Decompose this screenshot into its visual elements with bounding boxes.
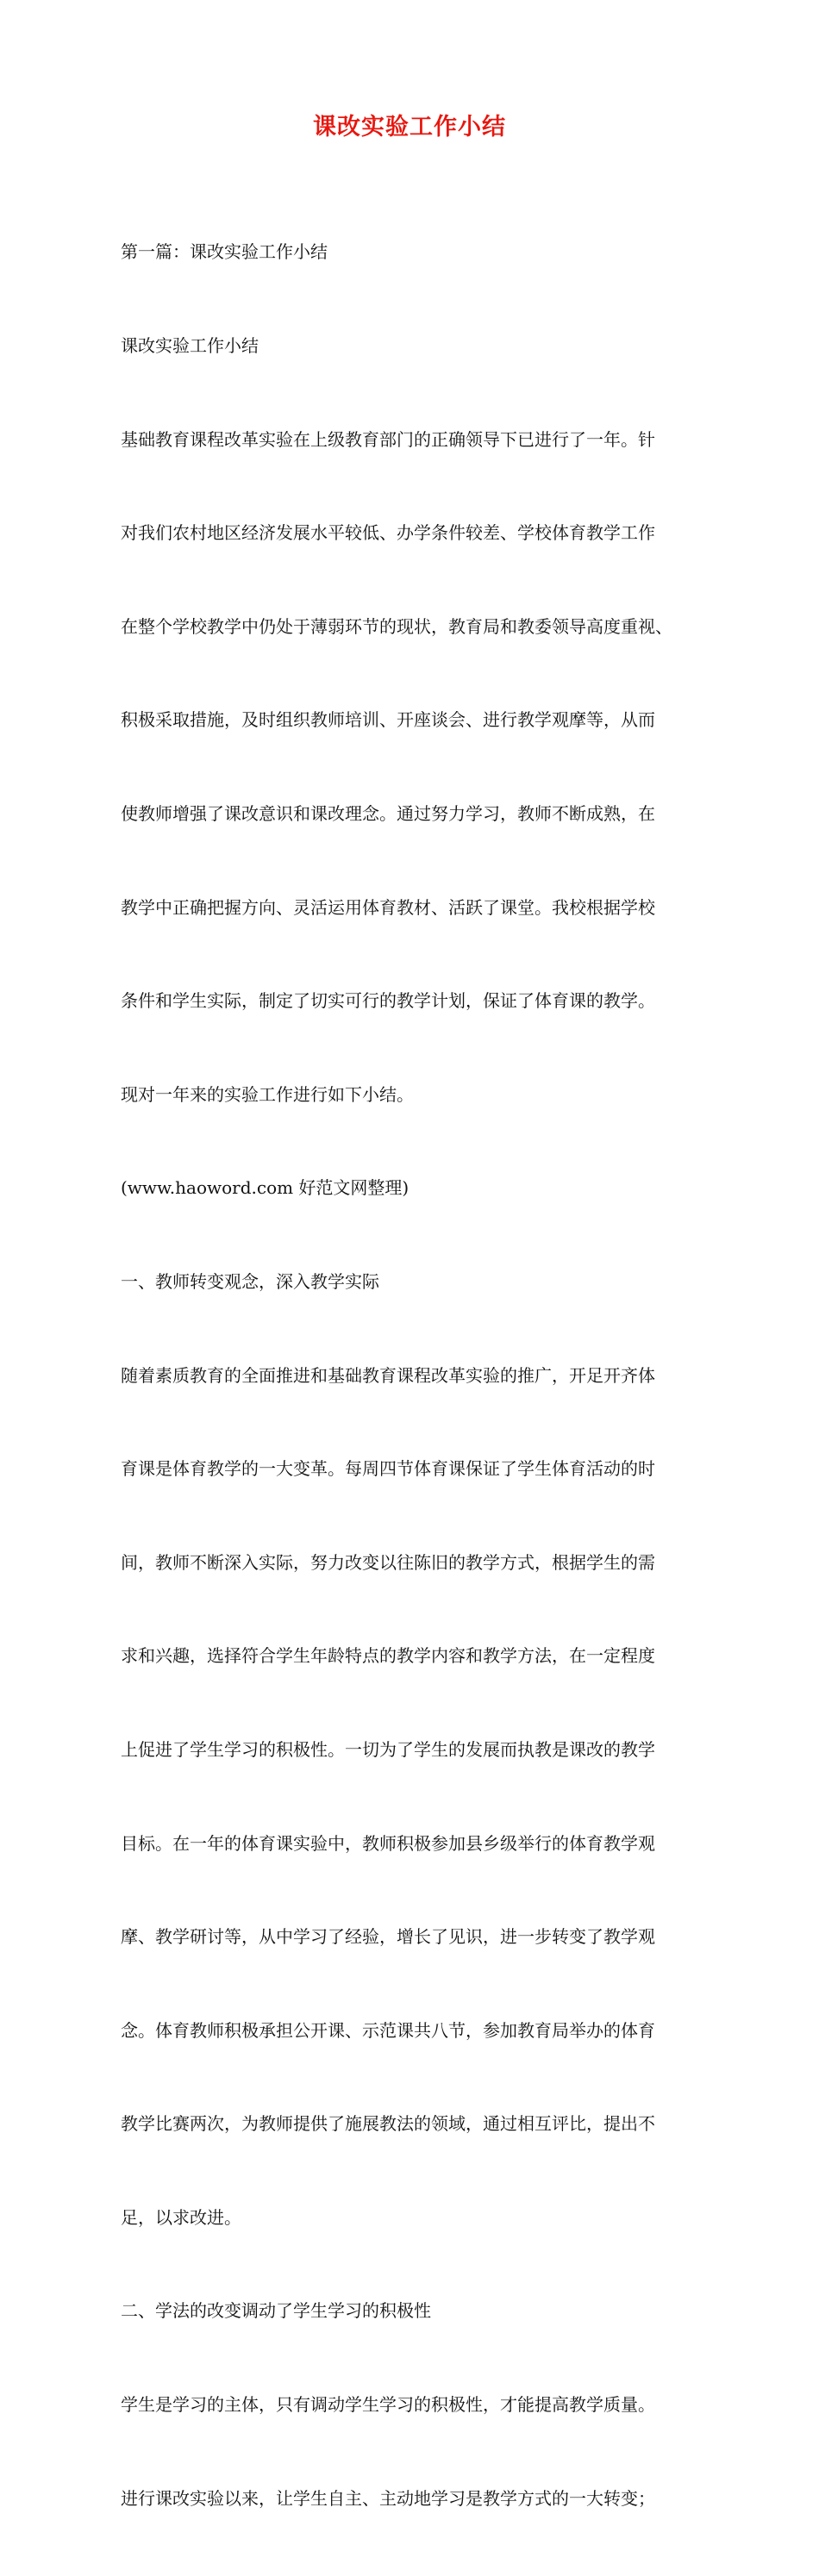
paragraph-line: 学生是学习的主体，只有调动学生学习的积极性，才能提高教学质量。 (121, 2394, 655, 2416)
paragraph-line: 在整个学校教学中仍处于薄弱环节的现状，教育局和教委领导高度重视、 (121, 615, 672, 637)
paragraph-line: 上促进了学生学习的积极性。一切为了学生的发展而执教是课改的教学 (121, 1738, 655, 1760)
paragraph-line: 求和兴趣，选择符合学生年龄特点的教学内容和教学方法，在一定程度 (121, 1645, 655, 1667)
subtitle-line: 课改实验工作小结 (121, 335, 259, 356)
paragraph-line: 基础教育课程改革实验在上级教育部门的正确领导下已进行了一年。针 (121, 428, 655, 450)
paragraph-line: 条件和学生实际，制定了切实可行的教学计划，保证了体育课的教学。 (121, 990, 655, 1012)
paragraph-line: 现对一年来的实验工作进行如下小结。 (121, 1083, 414, 1105)
section-heading-part-one: 第一篇：课改实验工作小结 (121, 241, 328, 263)
paragraph-line: 念。体育教师积极承担公开课、示范课共八节，参加教育局举办的体育 (121, 2019, 655, 2041)
paragraph-line: 育课是体育教学的一大变革。每周四节体育课保证了学生体育活动的时 (121, 1458, 655, 1480)
section-heading-two: 二、学法的改变调动了学生学习的积极性 (121, 2300, 431, 2322)
paragraph-line: 使教师增强了课改意识和课改理念。通过努力学习，教师不断成熟，在 (121, 802, 655, 824)
paragraph-line: 随着素质教育的全面推进和基础教育课程改革实验的推广，开足开齐体 (121, 1364, 655, 1386)
paragraph-line: 足，以求改进。 (121, 2206, 241, 2228)
paragraph-line: 教学中正确把握方向、灵活运用体育教材、活跃了课堂。我校根据学校 (121, 896, 655, 918)
paragraph-line: 进行课改实验以来，让学生自主、主动地学习是教学方式的一大转变； (121, 2487, 655, 2509)
paragraph-line: 目标。在一年的体育课实验中，教师积极参加县乡级举行的体育教学观 (121, 1832, 655, 1854)
paragraph-line: 间，教师不断深入实际，努力改变以往陈旧的教学方式，根据学生的需 (121, 1551, 655, 1573)
section-heading-one: 一、教师转变观念，深入教学实际 (121, 1270, 379, 1292)
paragraph-line: 对我们农村地区经济发展水平较低、办学条件较差、学校体育教学工作 (121, 522, 655, 544)
paragraph-line: 积极采取措施，及时组织教师培训、开座谈会、进行教学观摩等，从而 (121, 709, 655, 731)
paragraph-line: 教学比赛两次，为教师提供了施展教法的领域，通过相互评比，提出不 (121, 2113, 655, 2135)
document-body (121, 174, 716, 2576)
paragraph-line: 摩、教学研讨等，从中学习了经验，增长了见识，进一步转变了教学观 (121, 1926, 655, 1948)
source-note-line: (www.haoword.com 好范文网整理) (121, 1177, 410, 1199)
document-title: 课改实验工作小结 (313, 114, 506, 140)
